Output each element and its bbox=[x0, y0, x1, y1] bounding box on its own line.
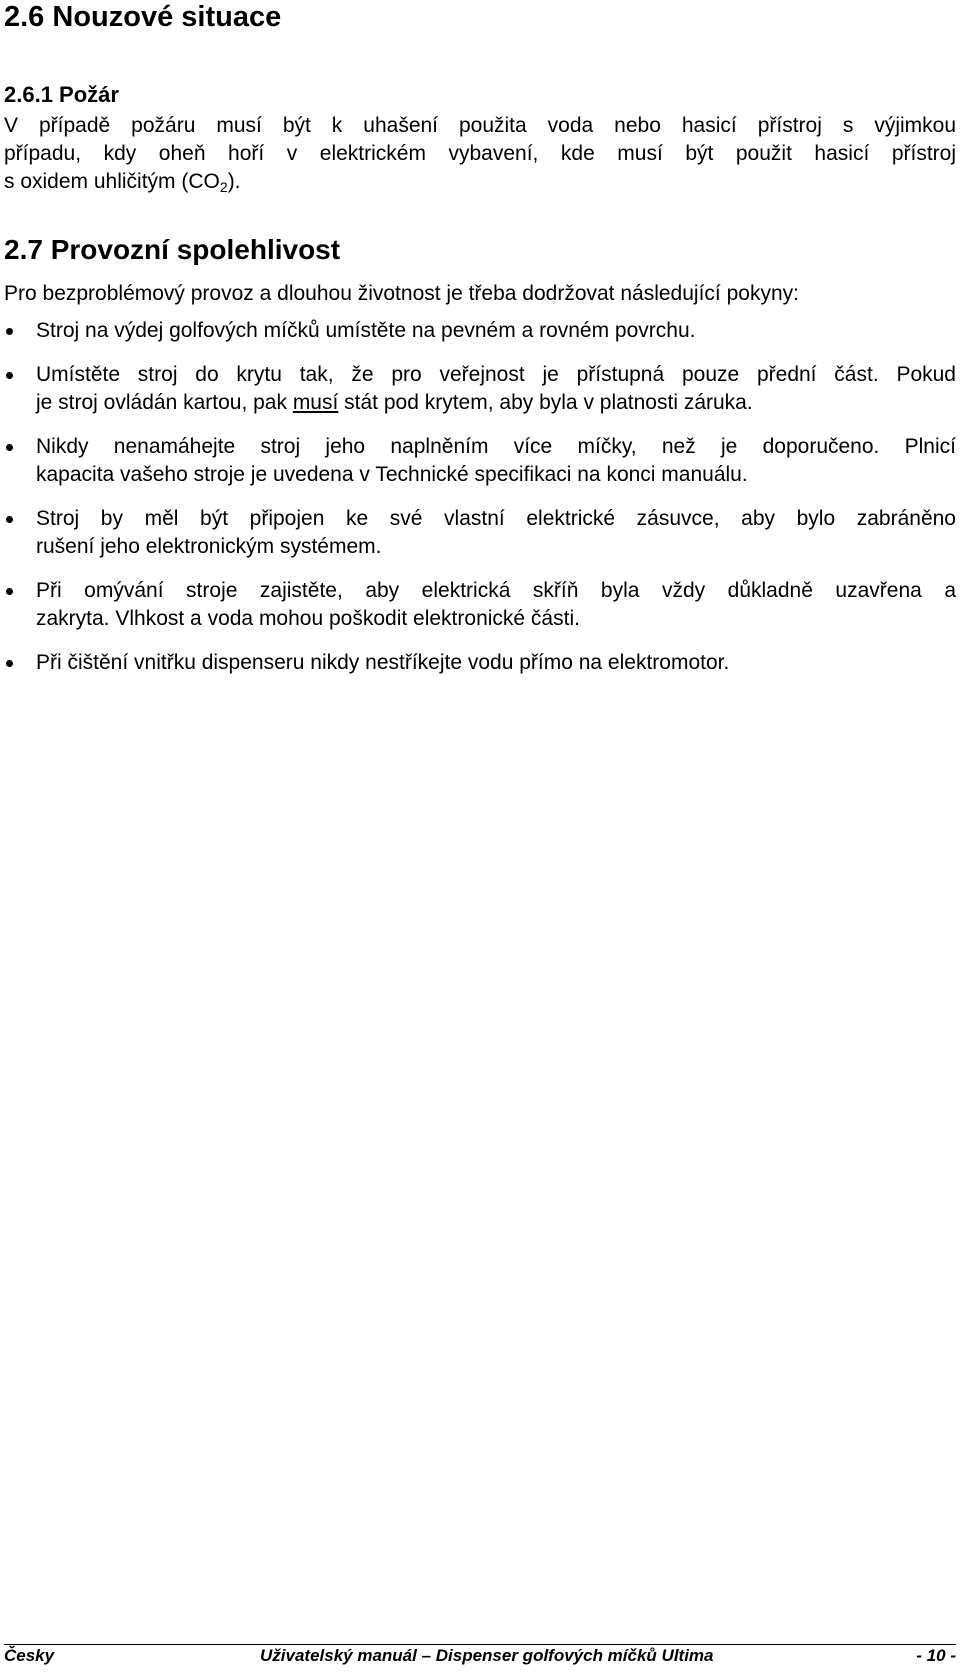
list-item-line: Nikdy nenamáhejte stroj jeho naplněním více míčky, než je doporučeno. Plnicí bbox=[36, 435, 956, 458]
bullet-icon bbox=[6, 588, 13, 595]
fire-paragraph-line-2: případu, kdy oheň hoří v elektrickém vybavení, kde musí být použit hasicí přístroj bbox=[4, 142, 956, 165]
underlined-must: musí bbox=[292, 391, 339, 414]
list-item-text: je stroj ovládán kartou, pak bbox=[36, 391, 293, 414]
list-item-line: Stroj by měl být připojen ke své vlastní elektrické zásuvce, aby bylo zabráněno bbox=[36, 507, 956, 530]
co2-subscript: 2 bbox=[219, 179, 228, 195]
bullet-icon bbox=[6, 660, 13, 667]
bullet-icon bbox=[6, 328, 13, 335]
list-item-line: Při čištění vnitřku dispenseru nikdy nestříkejte vodu přímo na elektromotor. bbox=[36, 651, 730, 674]
footer-language: Česky bbox=[4, 1646, 55, 1665]
footer-divider bbox=[4, 1644, 956, 1645]
list-item-line: kapacita vašeho stroje je uvedena v Technické specifikaci na konci manuálu. bbox=[36, 463, 748, 486]
list-item-line: Při omývání stroje zajistěte, aby elektrická skříň byla vždy důkladně uzavřena a bbox=[36, 579, 956, 602]
list-item bbox=[4, 649, 956, 677]
page-footer bbox=[4, 1646, 956, 1670]
bullet-icon bbox=[6, 444, 13, 451]
bullet-icon bbox=[6, 372, 13, 379]
list-item-line: Stroj na výdej golfových míčků umístěte na pevném a rovném povrchu. bbox=[36, 319, 696, 342]
list-item-line: Umístěte stroj do krytu tak, že pro veřejnost je přístupná pouze přední část. Pokud bbox=[36, 363, 956, 386]
heading-fire: 2.6.1 Požár bbox=[4, 82, 119, 107]
list-item bbox=[4, 317, 956, 345]
heading-emergency-situations: 2.6 Nouzové situace bbox=[4, 1, 282, 33]
list-item bbox=[4, 577, 956, 633]
list-item-line bbox=[36, 389, 956, 417]
footer-page-number: - 10 - bbox=[916, 1646, 956, 1665]
list-item-line: zakryta. Vlhkost a voda mohou poškodit elektronické části. bbox=[36, 607, 580, 630]
fire-paragraph-line-3-text: s oxidem uhličitým (CO bbox=[4, 170, 220, 193]
list-item-line: rušení jeho elektronickým systémem. bbox=[36, 535, 382, 558]
bullet-icon bbox=[6, 516, 13, 523]
fire-paragraph-line-3-end: ). bbox=[227, 170, 241, 193]
list-item-text: stát pod krytem, aby byla v platnosti záruka. bbox=[338, 391, 753, 414]
list-item bbox=[4, 361, 956, 417]
fire-paragraph-line-3 bbox=[4, 168, 956, 196]
reliability-instructions-list bbox=[4, 317, 956, 693]
heading-operational-reliability: 2.7 Provozní spolehlivost bbox=[4, 234, 341, 265]
fire-paragraph bbox=[4, 112, 956, 196]
reliability-intro: Pro bezproblémový provoz a dlouhou životnost je třeba dodržovat následující pokyny: bbox=[4, 282, 799, 305]
fire-paragraph-line-1: V případě požáru musí být k uhašení použita voda nebo hasicí přístroj s výjimkou bbox=[4, 114, 956, 137]
list-item bbox=[4, 505, 956, 561]
list-item bbox=[4, 433, 956, 489]
footer-manual-title: Uživatelský manuál – Dispenser golfových míčků Ultima bbox=[260, 1646, 714, 1665]
